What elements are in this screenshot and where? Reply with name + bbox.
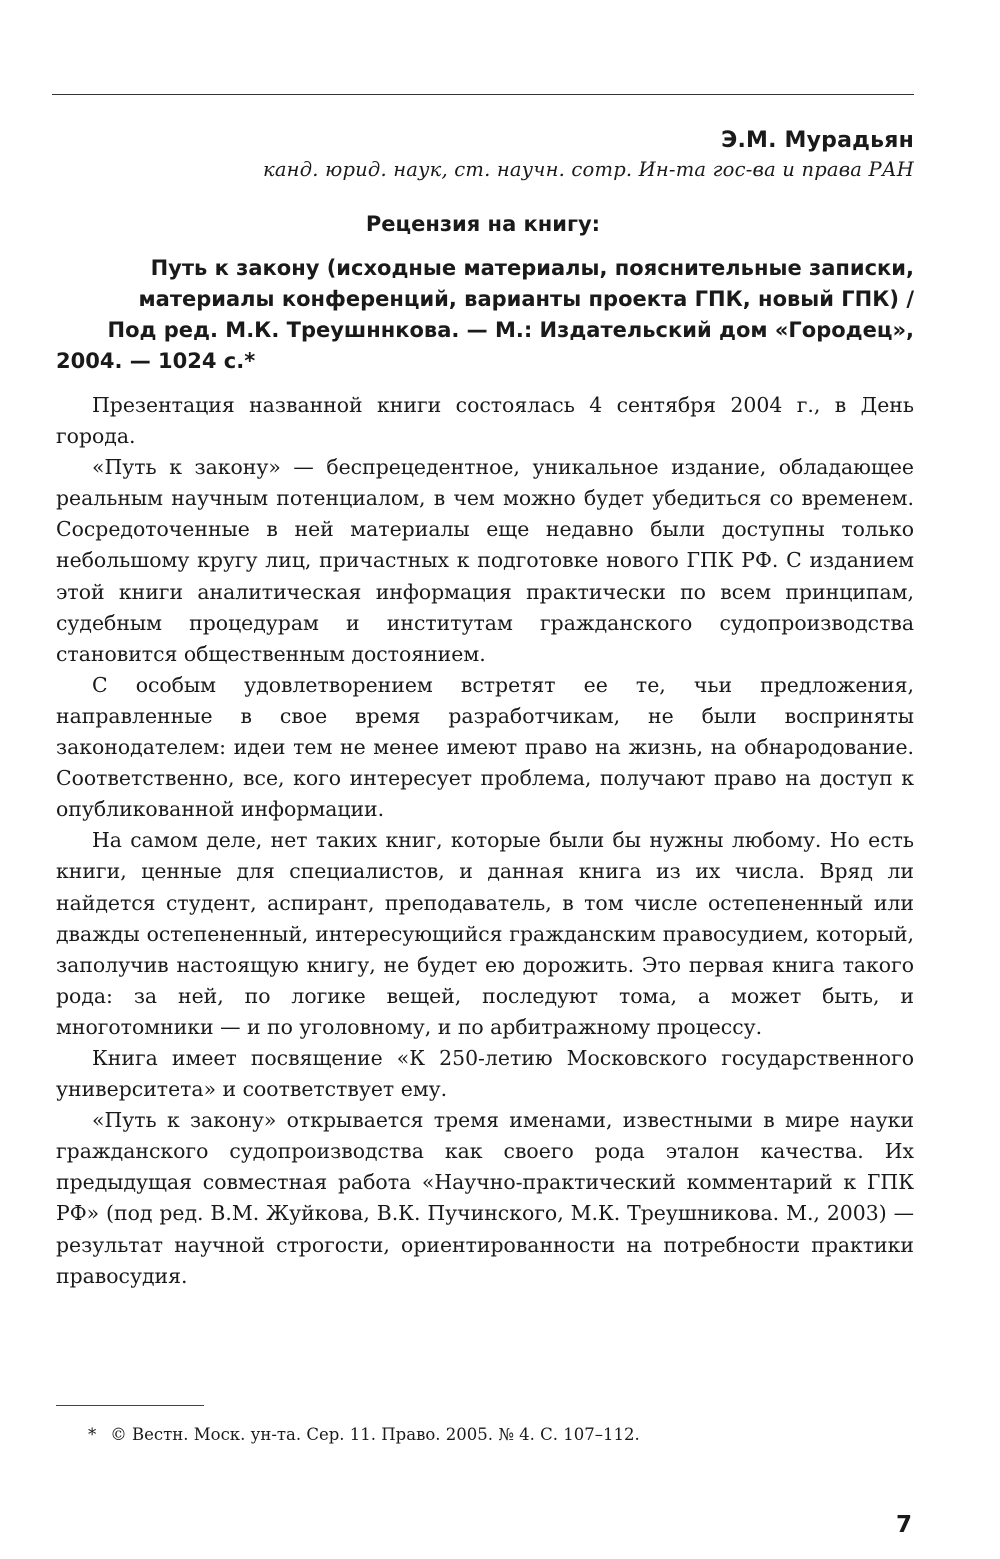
footnote-text: © Вестн. Моск. ун-та. Сер. 11. Право. 2005. № 4. С. 107–112.: [110, 1425, 640, 1444]
footnote-rule: [56, 1405, 204, 1406]
book-title-line: Путь к закону (исходные материалы, пояснительные записки,: [150, 256, 914, 280]
body-paragraph: С особым удовлетворением встретят ее те, чьи предложения, направленные в свое время разработчикам, не были восприняты законодателем: идеи тем не менее имеют право на жизнь, на обнародование. Соответственно, все, кого интересует проблема, получают право на доступ к опубликованной информации.: [56, 672, 914, 822]
body-paragraph: «Путь к закону» открывается тремя именами, известными в мире науки гражданского судопроизводства как своего рода эталон качества. Их предыдущая совместная работа «Научно-практический комментарий к ГПК РФ» (под ред. В.М. Жуйкова, В.К. Пучинского, М.К. Треушникова. М., 2003) — результат научной строгости, ориентированности на потребности практики правосудия.: [56, 1108, 914, 1288]
body-paragraph: Книга имеет посвящение «К 250-летию Московского государственного университета» и соответствует ему.: [56, 1045, 914, 1102]
book-title-line: Под ред. М.К. Треушннкова. — М.: Издательский дом «Городец»,: [107, 318, 914, 342]
body-text: [56, 390, 914, 1292]
review-heading: Рецензия на книгу:: [365, 212, 601, 236]
footnote-mark: *: [88, 1425, 97, 1444]
author-name: Э.М. Мурадьян: [721, 128, 914, 153]
author-affiliation: канд. юрид. наук, ст. научн. сотр. Ин-та гос-ва и права РАН: [263, 158, 914, 181]
page-number: 7: [895, 1512, 912, 1538]
book-title-line: 2004. — 1024 с.*: [56, 349, 256, 373]
body-paragraph: Презентация названной книги состоялась 4 сентября 2004 г., в День города.: [56, 393, 914, 449]
book-title-line: материалы конференций, варианты проекта ГПК, новый ГПК) /: [138, 287, 914, 311]
body-paragraph: На самом деле, нет таких книг, которые были бы нужны любому. Но есть книги, ценные для специалистов, и данная книга из их числа. Вряд ли найдется студент, аспирант, преподаватель, в том числе остепененный или дважды остепененный, интересующийся гражданским правосудием, который, заполучив настоящую книгу, не будет ею дорожить. Это первая книга такого рода: за ней, по логике вещей, последуют тома, а может быть, и многотомники — и по уголовному, и по арбитражному процессу.: [56, 828, 914, 1039]
footnote: [88, 1425, 640, 1444]
body-paragraph: «Путь к закону» — беспрецедентное, уникальное издание, обладающее реальным научным потенциалом, в чем можно будет убедиться со временем. Сосредоточенные в ней материалы еще недавно были доступны только небольшому кругу лиц, причастных к подготовке нового ГПК РФ. С изданием этой книги аналитическая информация практически по всем принципам, судебным процедурам и институтам гражданского судопроизводства становится общественным достоянием.: [56, 455, 914, 666]
book-title: [56, 253, 914, 377]
header-rule: [52, 94, 914, 95]
